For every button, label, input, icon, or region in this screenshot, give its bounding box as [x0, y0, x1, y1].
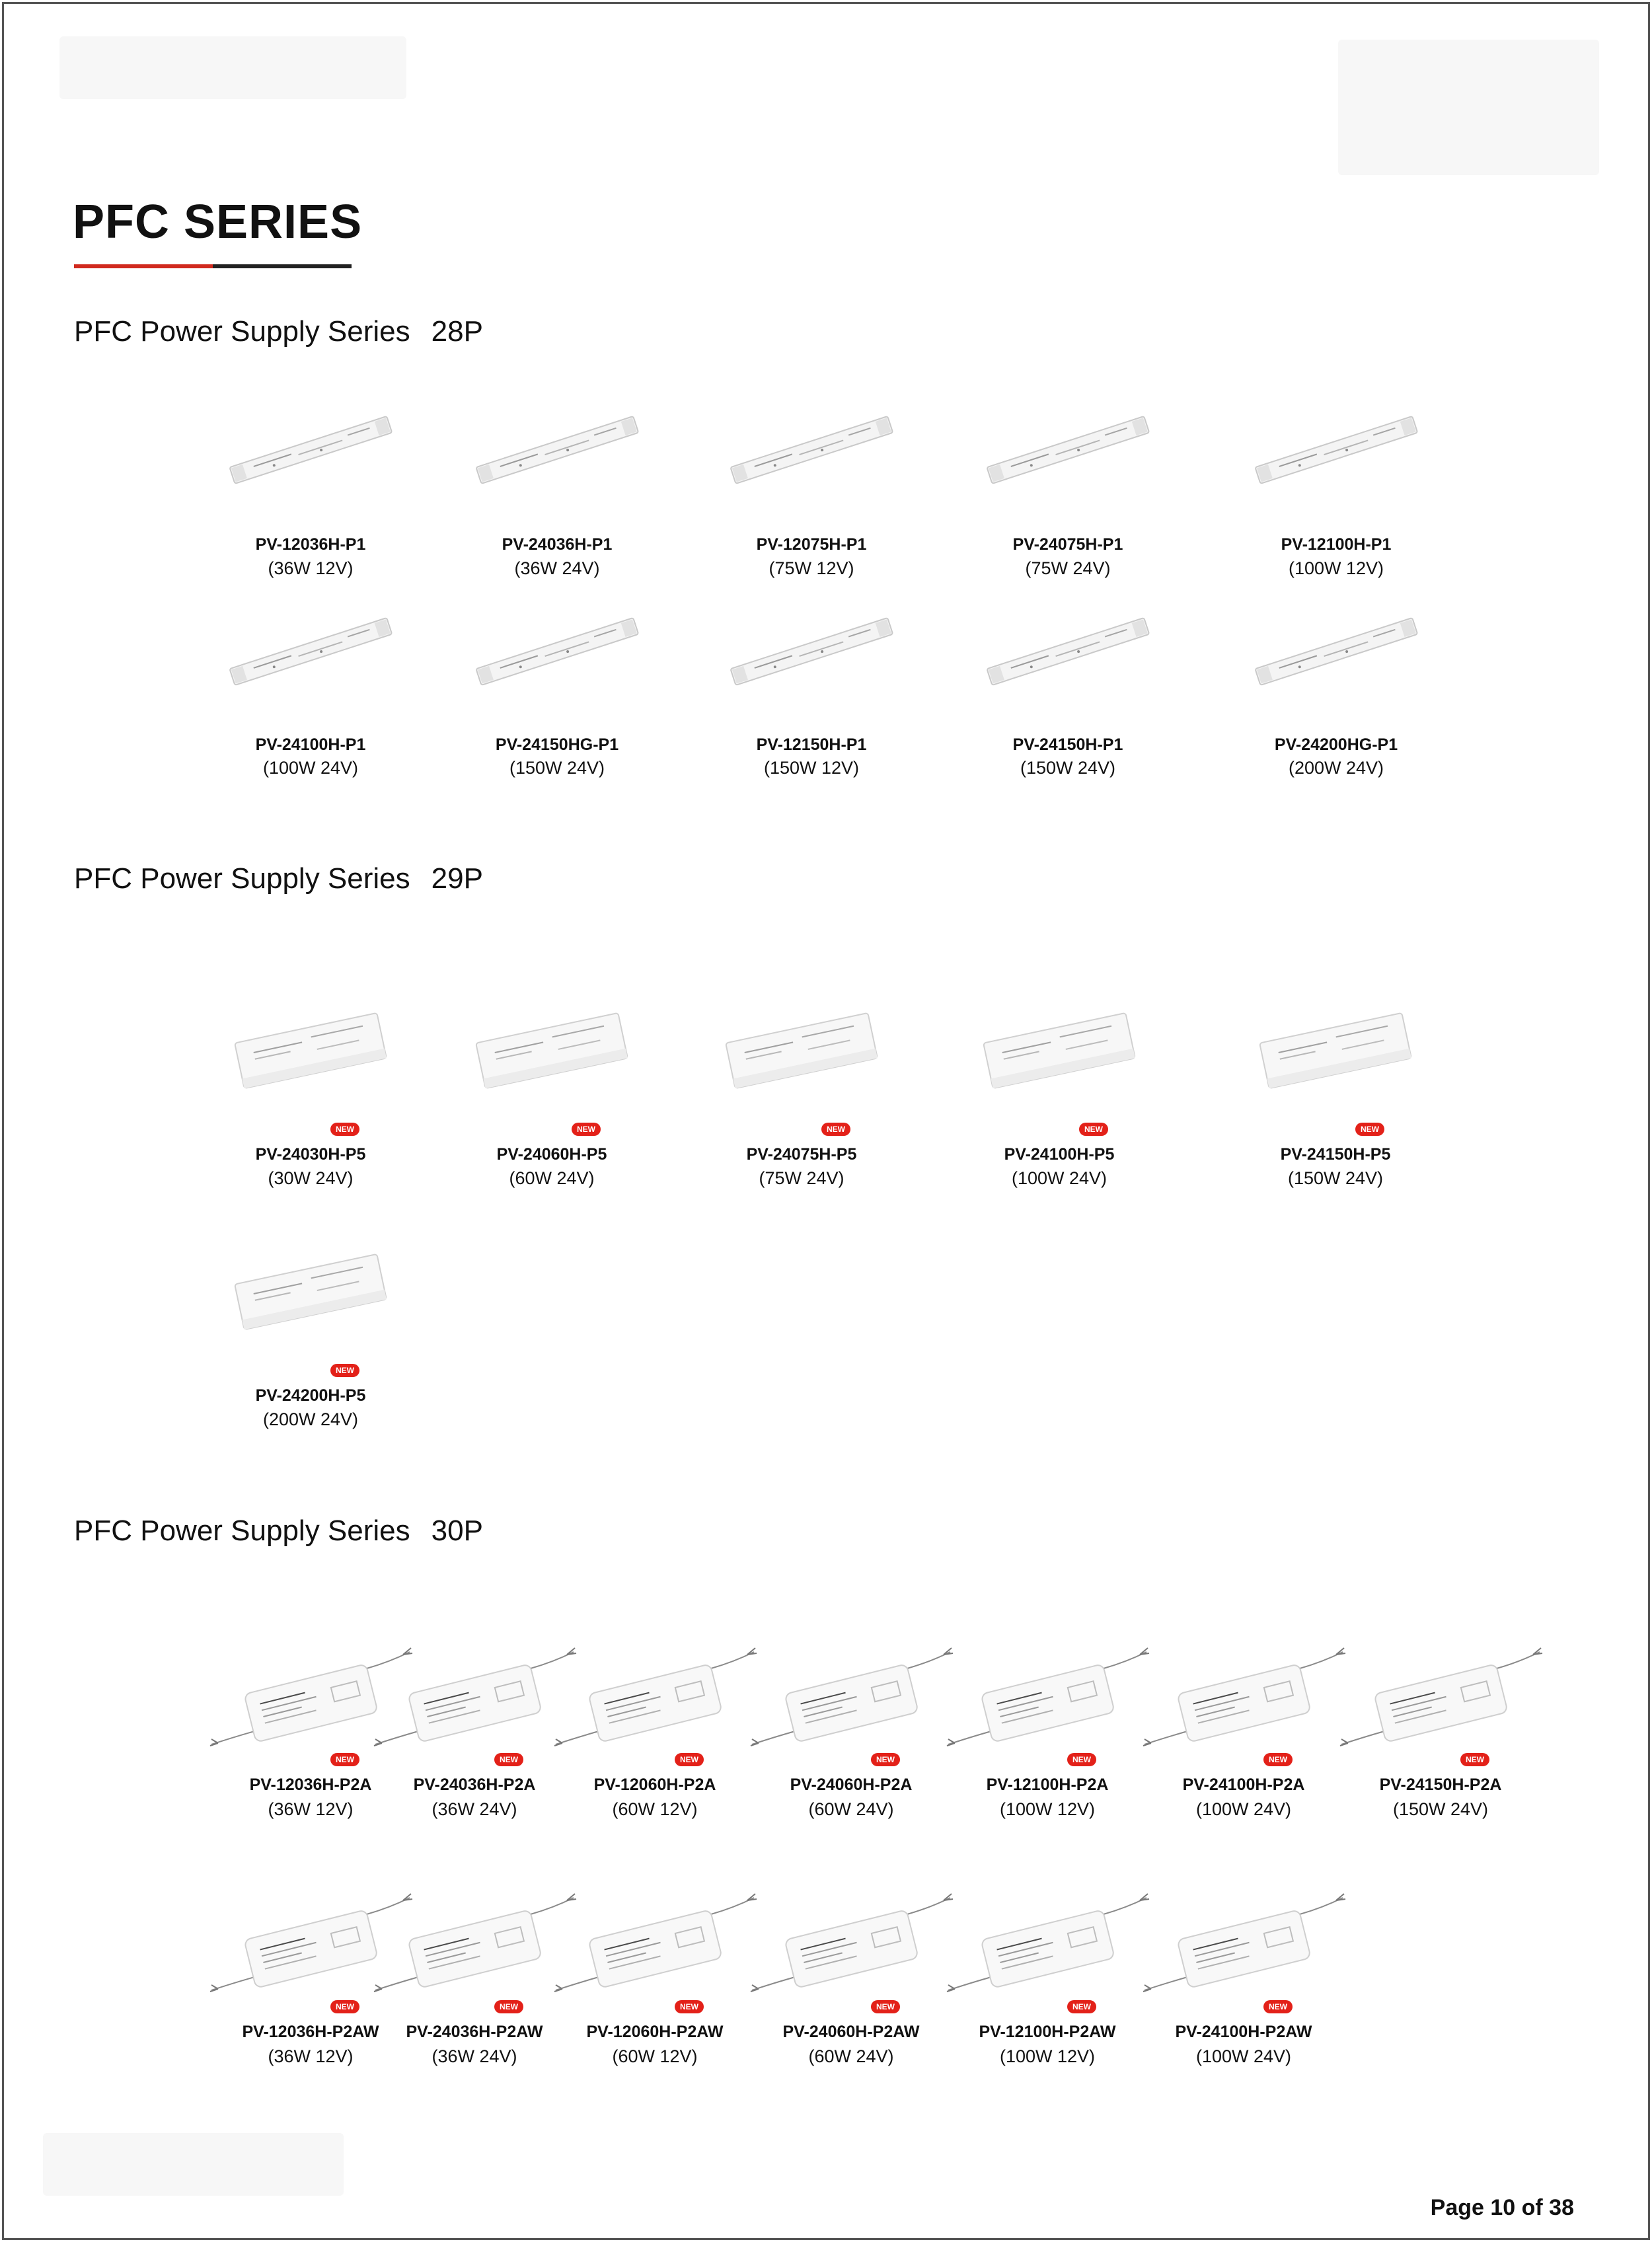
product-card — [1125, 1885, 1363, 2066]
product-model: PV-24036H-P1 — [502, 535, 613, 554]
product-card — [438, 396, 676, 578]
new-badge: NEW — [494, 2000, 523, 2013]
product-model: PV-12100H-P1 — [1281, 535, 1392, 554]
product-card — [1217, 396, 1455, 578]
product-spec: (100W 12V) — [999, 1799, 1096, 1819]
product-model: PV-24036H-P2A — [413, 1775, 536, 1794]
product-model: PV-12100H-P2A — [986, 1775, 1109, 1794]
new-badge: NEW — [330, 1753, 359, 1766]
product-model: PV-24150HG-P1 — [495, 735, 619, 754]
box-driver-icon — [1217, 991, 1454, 1103]
section-heading-29p — [74, 862, 483, 895]
product-spec: (36W 24V) — [514, 558, 600, 578]
product-spec: (75W 12V) — [769, 558, 854, 578]
product-spec: (36W 24V) — [432, 2046, 517, 2066]
product-spec: (100W 12V) — [1288, 558, 1384, 578]
product-model: PV-12036H-P1 — [255, 535, 366, 554]
box-driver-icon — [192, 1232, 430, 1345]
box-driver-icon — [683, 991, 920, 1103]
section-heading-text: PFC Power Supply Series — [74, 1514, 410, 1547]
product-spec: (75W 24V) — [1025, 558, 1111, 578]
product-spec: (150W 24V) — [1020, 758, 1116, 778]
section-code: 30P — [431, 1514, 483, 1547]
slim-linear-driver-icon — [192, 598, 430, 710]
product-model: PV-12150H-P1 — [756, 735, 867, 754]
slim-linear-driver-icon — [693, 598, 930, 710]
section-code: 29P — [431, 862, 483, 895]
product-spec: (30W 24V) — [268, 1168, 354, 1188]
wired-driver-icon — [1322, 1639, 1559, 1751]
product-card — [940, 991, 1178, 1188]
product-spec: (100W 12V) — [999, 2046, 1096, 2066]
product-spec: (100W 24V) — [262, 758, 359, 778]
product-model: PV-24075H-P5 — [746, 1145, 857, 1164]
new-badge: NEW — [330, 2000, 359, 2013]
section-code: 28P — [431, 315, 483, 348]
product-card — [192, 598, 430, 778]
new-badge: NEW — [1067, 1753, 1096, 1766]
product-spec: (36W 24V) — [432, 1799, 517, 1819]
product-card — [433, 991, 671, 1188]
product-spec: (75W 24V) — [759, 1168, 845, 1188]
product-spec: (150W 12V) — [763, 758, 860, 778]
title-underline-accent — [74, 264, 213, 268]
product-spec: (200W 24V) — [262, 1409, 359, 1429]
box-driver-icon — [433, 991, 671, 1103]
product-card — [192, 1232, 430, 1429]
faded-header-logo — [59, 36, 406, 99]
product-card — [693, 396, 930, 578]
slim-linear-driver-icon — [192, 396, 430, 509]
product-model: PV-24100H-P1 — [255, 735, 366, 754]
box-driver-icon — [192, 991, 430, 1103]
slim-linear-driver-icon — [949, 598, 1187, 710]
product-spec: (200W 24V) — [1288, 758, 1384, 778]
product-model: PV-24100H-P2A — [1182, 1775, 1305, 1794]
product-spec: (36W 12V) — [268, 2046, 354, 2066]
product-model: PV-24030H-P5 — [255, 1145, 366, 1164]
slim-linear-driver-icon — [949, 396, 1187, 509]
product-model: PV-24075H-P1 — [1012, 535, 1123, 554]
new-badge: NEW — [1263, 2000, 1293, 2013]
product-card — [693, 598, 930, 778]
new-badge: NEW — [1355, 1123, 1384, 1136]
product-model: PV-24150H-P2A — [1379, 1775, 1502, 1794]
section-heading-30p — [74, 1514, 483, 1548]
product-spec: (100W 24V) — [1195, 2046, 1292, 2066]
product-model: PV-24036H-P2AW — [406, 2023, 543, 2041]
new-badge: NEW — [330, 1123, 359, 1136]
product-model: PV-24060H-P5 — [496, 1145, 607, 1164]
product-spec: (150W 24V) — [1287, 1168, 1384, 1188]
wired-driver-icon — [1125, 1885, 1363, 1997]
product-model: PV-24100H-P2AW — [1175, 2023, 1312, 2041]
new-badge: NEW — [1067, 2000, 1096, 2013]
new-badge: NEW — [330, 1364, 359, 1377]
faded-header-mark — [1338, 40, 1599, 175]
section-heading-text: PFC Power Supply Series — [74, 862, 410, 895]
new-badge: NEW — [572, 1123, 601, 1136]
new-badge: NEW — [821, 1123, 850, 1136]
product-model: PV-24060H-P2A — [790, 1775, 913, 1794]
box-driver-icon — [940, 991, 1178, 1103]
new-badge: NEW — [1460, 1753, 1489, 1766]
slim-linear-driver-icon — [693, 396, 930, 509]
product-model: PV-24100H-P5 — [1004, 1145, 1115, 1164]
product-model: PV-12036H-P2AW — [242, 2023, 379, 2041]
faded-footer-mark — [43, 2133, 344, 2196]
slim-linear-driver-icon — [438, 396, 676, 509]
product-card — [949, 396, 1187, 578]
product-card — [1322, 1639, 1559, 1819]
product-model: PV-24060H-P2AW — [782, 2023, 920, 2041]
new-badge: NEW — [871, 1753, 900, 1766]
slim-linear-driver-icon — [438, 598, 676, 710]
section-heading-text: PFC Power Supply Series — [74, 315, 410, 348]
product-card — [192, 396, 430, 578]
product-spec: (150W 24V) — [1392, 1799, 1489, 1819]
title-underline — [74, 264, 352, 268]
product-spec: (60W 12V) — [612, 2046, 698, 2066]
product-spec: (36W 12V) — [268, 558, 354, 578]
product-spec: (36W 12V) — [268, 1799, 354, 1819]
product-spec: (60W 24V) — [808, 1799, 894, 1819]
product-spec: (100W 24V) — [1195, 1799, 1292, 1819]
new-badge: NEW — [871, 2000, 900, 2013]
product-spec: (100W 24V) — [1011, 1168, 1108, 1188]
page-number: Page 10 of 38 — [1430, 2195, 1574, 2220]
slim-linear-driver-icon — [1217, 396, 1455, 509]
section-heading-28p — [74, 315, 483, 348]
new-badge: NEW — [1079, 1123, 1108, 1136]
new-badge: NEW — [675, 2000, 704, 2013]
product-model: PV-12075H-P1 — [756, 535, 867, 554]
product-model: PV-24150H-P5 — [1280, 1145, 1391, 1164]
product-spec: (60W 24V) — [509, 1168, 595, 1188]
product-card — [1217, 991, 1454, 1188]
product-model: PV-12036H-P2A — [249, 1775, 372, 1794]
product-model: PV-24150H-P1 — [1012, 735, 1123, 754]
product-card — [438, 598, 676, 778]
product-card — [192, 991, 430, 1188]
product-model: PV-24200HG-P1 — [1274, 735, 1398, 754]
new-badge: NEW — [675, 1753, 704, 1766]
slim-linear-driver-icon — [1217, 598, 1455, 710]
product-model: PV-24200H-P5 — [255, 1386, 366, 1405]
new-badge: NEW — [1263, 1753, 1293, 1766]
product-card — [1217, 598, 1455, 778]
product-spec: (60W 24V) — [808, 2046, 894, 2066]
product-spec: (150W 24V) — [509, 758, 605, 778]
product-model: PV-12100H-P2AW — [979, 2023, 1116, 2041]
product-model: PV-12060H-P2AW — [586, 2023, 724, 2041]
product-card — [683, 991, 920, 1188]
product-card — [949, 598, 1187, 778]
product-model: PV-12060H-P2A — [593, 1775, 716, 1794]
page-title: PFC SERIES — [73, 196, 363, 248]
new-badge: NEW — [494, 1753, 523, 1766]
product-spec: (60W 12V) — [612, 1799, 698, 1819]
